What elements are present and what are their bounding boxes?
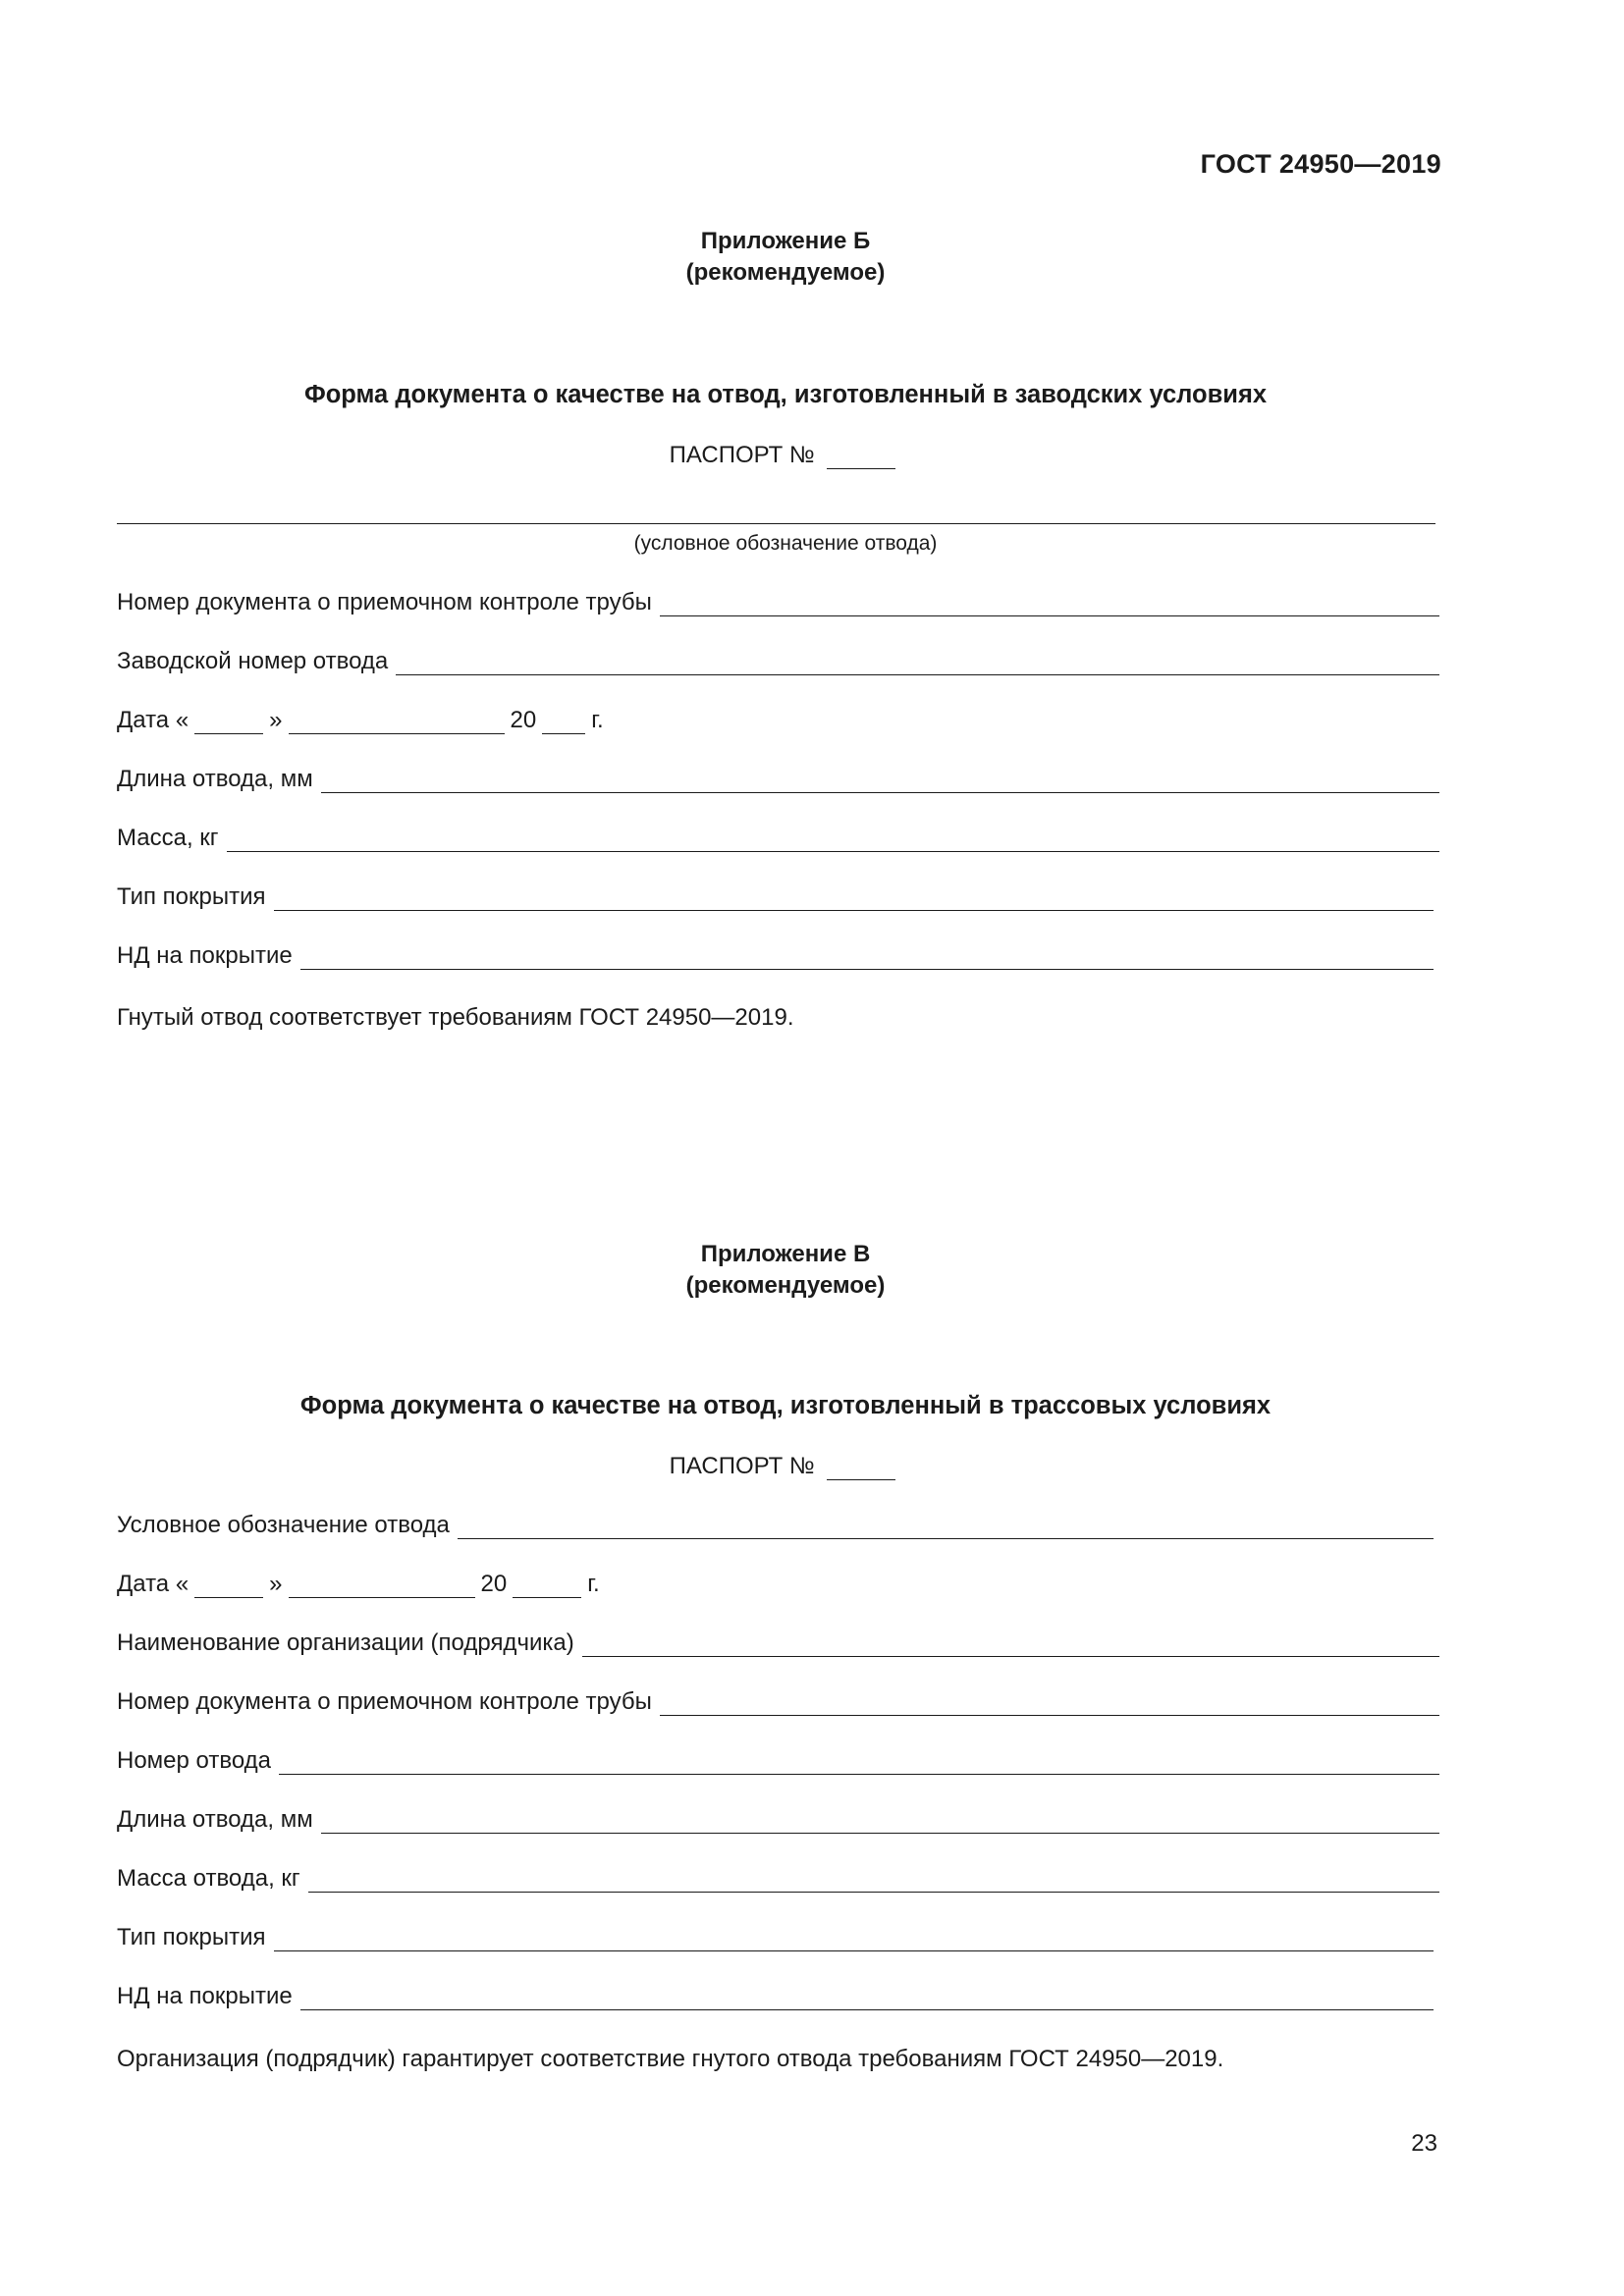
- field-blank[interactable]: [274, 1927, 1434, 1951]
- appendix-v-title: Приложение В: [700, 1241, 871, 1267]
- field-label: Номер документа о приемочном контроле трубы: [117, 1688, 652, 1715]
- standard-designation: ГОСТ 24950—2019: [1200, 149, 1441, 179]
- field-pipe-doc: [117, 1688, 1439, 1716]
- designation-line[interactable]: [117, 523, 1435, 524]
- field-label: Условное обозначение отвода: [117, 1512, 450, 1538]
- appendix-b-heading: [0, 226, 1571, 289]
- field-label: Длина отвода, мм: [117, 766, 313, 792]
- date-year-blank[interactable]: [513, 1575, 581, 1598]
- appendix-b-passport: [0, 442, 1571, 469]
- field-blank[interactable]: [660, 1691, 1439, 1716]
- appendix-v-subtitle: (рекомендуемое): [685, 1272, 886, 1299]
- date-prefix: Дата «: [117, 707, 189, 733]
- field-mass: [117, 1865, 1439, 1893]
- appendix-v-heading: [0, 1239, 1571, 1302]
- field-date: [117, 1571, 600, 1598]
- date-mid: »: [269, 707, 283, 733]
- appendix-b-title: Приложение Б: [700, 228, 871, 254]
- field-label: Номер документа о приемочном контроле трубы: [117, 589, 652, 615]
- field-coating-type: [117, 1924, 1434, 1951]
- field-label: Тип покрытия: [117, 883, 266, 910]
- field-label: Заводской номер отвода: [117, 648, 389, 674]
- field-length: [117, 766, 1439, 793]
- date-suffix: г.: [591, 707, 604, 733]
- appendix-v-statement: Организация (подрядчик) гарантирует соответствие гнутого отвода требованиям ГОСТ 24950—2019.: [117, 2046, 1224, 2072]
- appendix-b-form-title: Форма документа о качестве на отвод, изготовленный в заводских условиях: [303, 381, 1268, 408]
- date-month-blank[interactable]: [289, 1575, 475, 1598]
- date-mid: »: [269, 1571, 283, 1597]
- date-prefix: Дата «: [117, 1571, 189, 1597]
- field-label: Масса, кг: [117, 825, 219, 851]
- appendix-b-statement: Гнутый отвод соответствует требованиям ГОСТ 24950—2019.: [117, 1004, 794, 1031]
- field-label: Номер отвода: [117, 1747, 272, 1774]
- date-suffix: г.: [587, 1571, 600, 1597]
- field-pipe-doc: [117, 589, 1439, 616]
- appendix-b-subtitle: (рекомендуемое): [685, 259, 886, 286]
- page-number: 23: [1411, 2130, 1437, 2157]
- field-blank[interactable]: [396, 651, 1439, 675]
- field-blank[interactable]: [300, 1986, 1434, 2010]
- field-label: НД на покрытие: [117, 1983, 293, 2009]
- field-label: Масса отвода, кг: [117, 1865, 300, 1892]
- field-label: НД на покрытие: [117, 942, 293, 969]
- field-label: Наименование организации (подрядчика): [117, 1629, 574, 1656]
- passport-number-blank[interactable]: [827, 1458, 895, 1480]
- passport-label: ПАСПОРТ №: [669, 442, 815, 468]
- date-month-blank[interactable]: [289, 712, 505, 734]
- field-blank[interactable]: [660, 592, 1439, 616]
- field-date: [117, 707, 604, 734]
- field-coating-nd: [117, 1983, 1434, 2010]
- field-coating-type: [117, 883, 1434, 911]
- field-blank[interactable]: [308, 1868, 1439, 1893]
- appendix-v-form-title: Форма документа о качестве на отвод, изготовленный в трассовых условиях: [299, 1392, 1272, 1419]
- field-label: Тип покрытия: [117, 1924, 266, 1950]
- field-mass: [117, 825, 1439, 852]
- field-organization: [117, 1629, 1439, 1657]
- field-blank[interactable]: [274, 886, 1434, 911]
- field-blank[interactable]: [321, 1809, 1439, 1834]
- designation-caption: (условное обозначение отвода): [633, 532, 938, 555]
- field-designation: [117, 1512, 1434, 1539]
- date-year-prefix: 20: [480, 1571, 508, 1597]
- appendix-v-passport: [0, 1453, 1571, 1480]
- field-length: [117, 1806, 1439, 1834]
- field-blank[interactable]: [321, 769, 1439, 793]
- date-day-blank[interactable]: [194, 712, 263, 734]
- field-coating-nd: [117, 942, 1434, 970]
- date-year-blank[interactable]: [542, 712, 585, 734]
- date-year-prefix: 20: [510, 707, 537, 733]
- field-factory-number: [117, 648, 1439, 675]
- field-number: [117, 1747, 1439, 1775]
- field-blank[interactable]: [300, 945, 1434, 970]
- field-label: Длина отвода, мм: [117, 1806, 313, 1833]
- date-day-blank[interactable]: [194, 1575, 263, 1598]
- field-blank[interactable]: [227, 828, 1439, 852]
- passport-number-blank[interactable]: [827, 447, 895, 469]
- field-blank[interactable]: [582, 1632, 1439, 1657]
- field-blank[interactable]: [458, 1515, 1434, 1539]
- passport-label: ПАСПОРТ №: [669, 1453, 815, 1479]
- field-blank[interactable]: [279, 1750, 1439, 1775]
